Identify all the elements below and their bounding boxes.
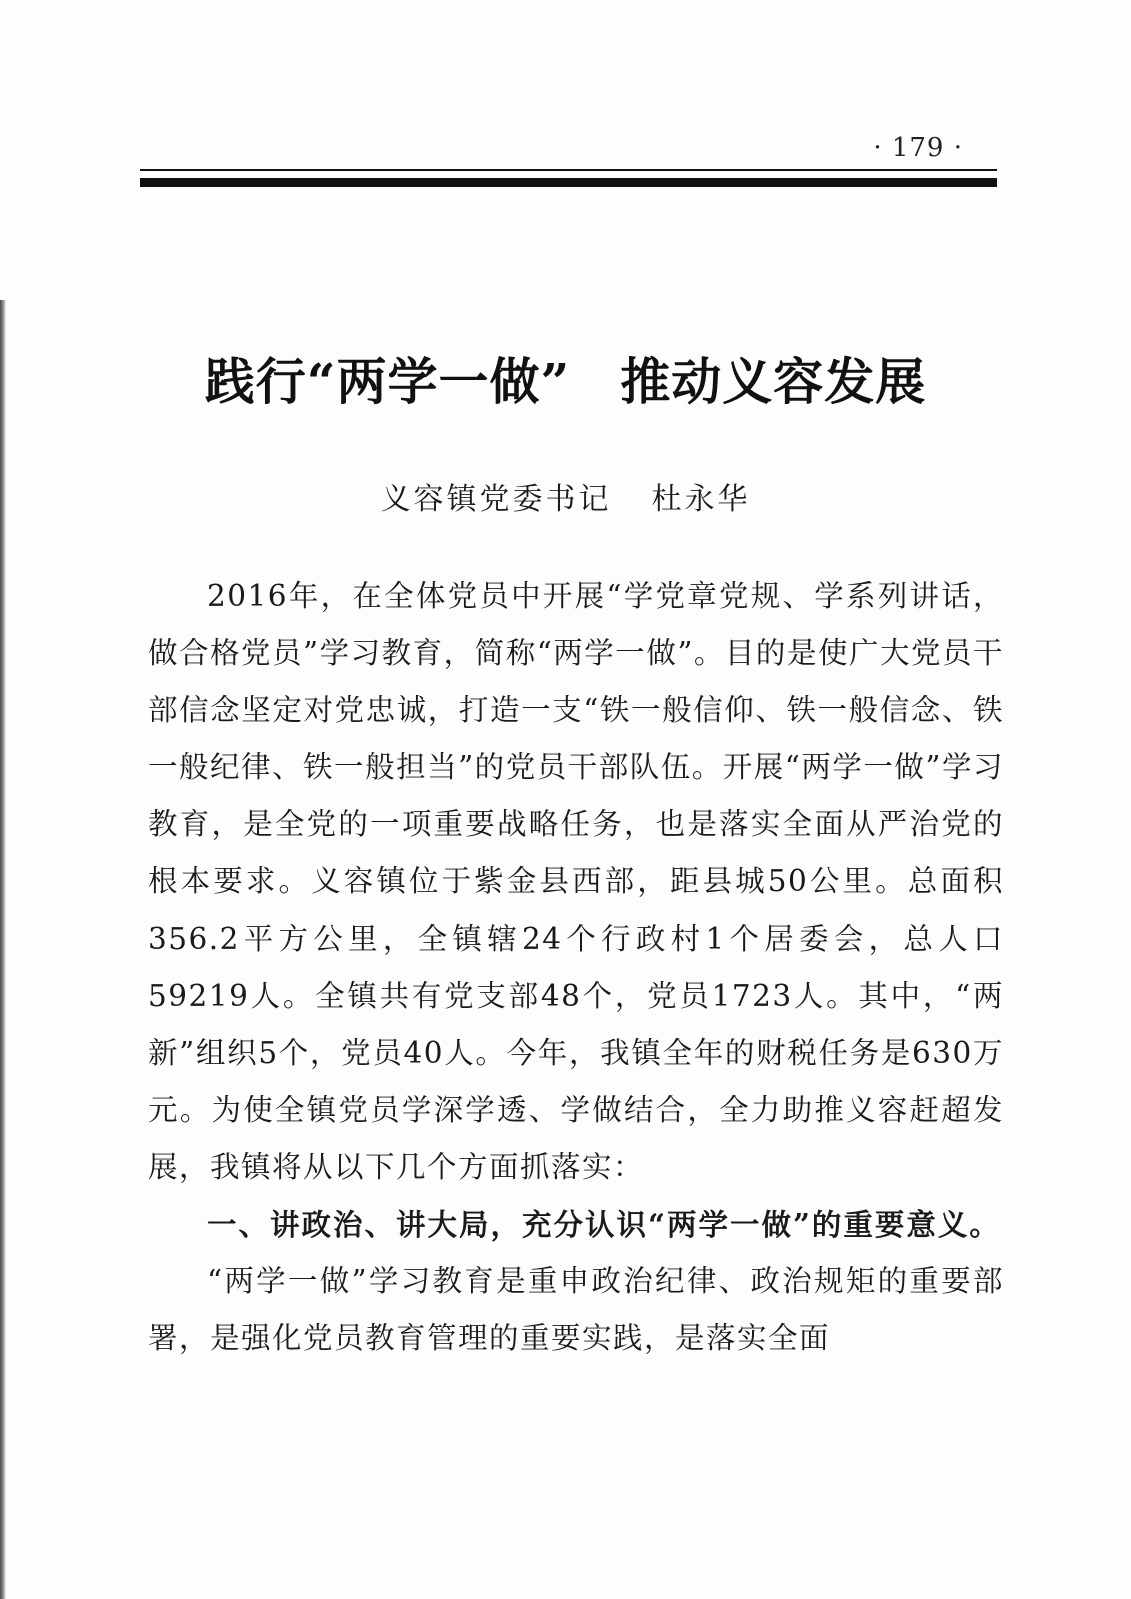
header-rule-thick [140,178,997,187]
article-body [148,568,1004,1367]
author-name: 杜永华 [651,482,751,517]
author-position: 义容镇党委书记 [380,482,612,517]
header-rule-thin [140,169,997,171]
article-title-part2: 推动义容发展 [620,352,927,411]
paragraph-section-1: “两学一做”学习教育是重申政治纪律、政治规矩的重要部署，是强化党员教育管理的重要实践，是落实全面 [148,1264,1004,1356]
byline [0,474,1131,518]
paragraph-intro: 2016年，在全体党员中开展“学党章党规、学系列讲话，做合格党员”学习教育，简称“两学一做”。目的是使广大党员干部信念坚定对党忠诚，打造一支“铁一般信仰、铁一般信念、铁一般纪律、铁一般担当”的党员干部队伍。开展“两学一做”学习教育，是全党的一项重要战略任务，也是落实全面从严治党的根本要求。义容镇位于紫金县西部，距县城50公里。总面积356.2平方公里，全镇辖24个行政村1个居委会，总人口59219人。全镇共有党支部48个，党员1723人。其中，“两新”组织5个，党员40人。今年，我镇全年的财税任务是630万元。为使全镇党员学深学透、学做结合，全力助推义容赶超发展，我镇将从以下几个方面抓落实： [148,579,1004,1184]
page-number: · 179 · [873,133,963,163]
article-title-part1: 践行“两学一做” [204,352,571,411]
section-heading-1: 一、讲政治、讲大局，充分认识“两学一做”的重要意义。 [207,1207,1001,1243]
article-title [0,342,1131,414]
